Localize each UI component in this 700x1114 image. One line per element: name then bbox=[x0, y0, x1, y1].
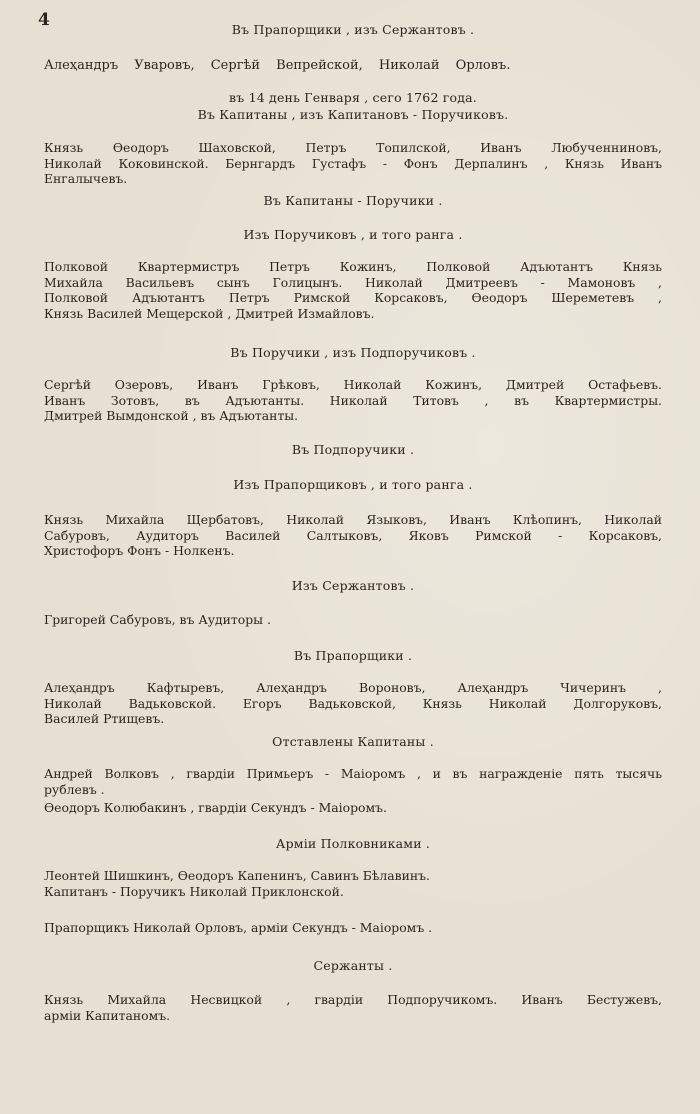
section-heading: Отставлены Капитаны . bbox=[272, 734, 434, 749]
paragraph bbox=[44, 992, 662, 1023]
section-heading: Сержанты . bbox=[313, 958, 393, 973]
section-heading: Въ Прапорщики . bbox=[293, 648, 413, 663]
section-heading: Въ Подпоручики . bbox=[291, 442, 415, 457]
section-heading: Въ Капитаны , изъ Капитановъ - Поручиковъ. bbox=[197, 107, 509, 122]
paragraph bbox=[44, 58, 662, 74]
text-line: Сергѣй Озеровъ, Иванъ Грѣковъ, Николай Кожинъ, Дмитрей Остафьевъ. bbox=[44, 377, 662, 392]
section-heading: Въ Прапорщики , изъ Сержантовъ . bbox=[231, 22, 475, 37]
text-line: Князь Михайла Несвицкой , гвардіи Подпоручикомъ. Иванъ Бестужевъ, bbox=[44, 992, 662, 1007]
paragraph bbox=[44, 612, 662, 628]
text-line: Полковой Адъютантъ Петръ Римской Корсаковъ, Ѳеодоръ Шереметевъ , bbox=[44, 290, 662, 305]
page-number: 4 bbox=[38, 10, 50, 30]
section-heading: Въ Поручики , изъ Подпоручиковъ . bbox=[230, 345, 476, 360]
section-heading: Изъ Сержантовъ . bbox=[291, 578, 415, 593]
text-line: Князь Михайла Щербатовъ, Николай Языковъ, Иванъ Клѣопинъ, Николай bbox=[44, 512, 662, 527]
text-line: арміи Капитаномъ. bbox=[44, 1007, 171, 1023]
text-line: Николай Коковинской. Бернгардъ Густафъ - Фонъ Дерпалинъ , Князь Иванъ bbox=[44, 155, 662, 171]
text-line: Сабуровъ, Аудиторъ Василей Салтыковъ, Яковъ Римской - Корсаковъ, bbox=[44, 527, 662, 543]
paragraph bbox=[44, 680, 662, 727]
text-line: Иванъ Зотовъ, въ Адъютанты. Николай Титовъ , въ Квартермистры. bbox=[44, 392, 662, 408]
text-line: Прапорщикъ Николай Орловъ, арміи Секундъ - Маіоромъ . bbox=[44, 920, 433, 935]
text-line: Михайла Васильевъ сынъ Голицынъ. Николай Дмитреевъ - Мамоновъ , bbox=[44, 274, 662, 290]
paragraph bbox=[44, 259, 662, 321]
paragraph bbox=[44, 377, 662, 424]
paragraph bbox=[44, 800, 662, 816]
text-line: Князь Василей Мещерской , Дмитрей Измайловъ. bbox=[44, 305, 375, 321]
paragraph bbox=[44, 140, 662, 187]
text-line: Христофоръ Фонъ - Нолкенъ. bbox=[44, 543, 235, 558]
text-line: Полковой Квартермистръ Петръ Кожинъ, Полковой Адъютантъ Князь bbox=[44, 259, 662, 274]
text-line: Григорей Сабуровъ, въ Аудиторы . bbox=[44, 612, 271, 627]
text-line: Капитанъ - Поручикъ Николай Приклонской. bbox=[44, 883, 344, 899]
text-line: Николай Вадьковской. Егоръ Вадьковской, Князь Николай Долгоруковъ, bbox=[44, 695, 662, 711]
paragraph bbox=[44, 920, 662, 936]
text-line: Леонтей Шишкинъ, Ѳеодоръ Капенинъ, Савинъ Бѣлавинъ. bbox=[44, 868, 430, 883]
paragraph bbox=[44, 766, 662, 797]
text-line: Князь Ѳеодоръ Шаховской, Петръ Топилской, Иванъ Любученниновъ, bbox=[44, 140, 662, 155]
paragraph bbox=[44, 868, 662, 899]
text-line: Василей Ртищевъ. bbox=[44, 711, 165, 726]
text-line: Алеҳандръ Уваровъ, Сергѣй Вепрейской, Николай Орловъ. bbox=[44, 58, 511, 73]
text-line: Андрей Волковъ , гвардіи Примьеръ - Маіоромъ , и въ награжденіе пять тысячь bbox=[44, 766, 662, 781]
text-line: рублевъ . bbox=[44, 781, 105, 797]
section-heading: Въ Капитаны - Поручики . bbox=[263, 193, 443, 208]
date-heading: въ 14 день Генваря , сего 1762 года. bbox=[229, 90, 477, 105]
paragraph bbox=[44, 512, 662, 559]
section-heading: Изъ Прапорщиковъ , и того ранга . bbox=[233, 477, 473, 492]
text-line: Дмитрей Вымдонской , въ Адъютанты. bbox=[44, 408, 299, 423]
text-line: Алеҳандръ Кафтыревъ, Алеҳандръ Вороновъ, Алеҳандръ Чичеринъ , bbox=[44, 680, 662, 695]
text-line: Енгалычевъ. bbox=[44, 171, 128, 186]
section-heading: Изъ Поручиковъ , и того ранга . bbox=[243, 227, 463, 242]
text-line: Ѳеодоръ Колюбакинъ , гвардіи Секундъ - Маіоромъ. bbox=[44, 800, 387, 815]
section-heading: Арміи Полковниками . bbox=[275, 836, 431, 851]
